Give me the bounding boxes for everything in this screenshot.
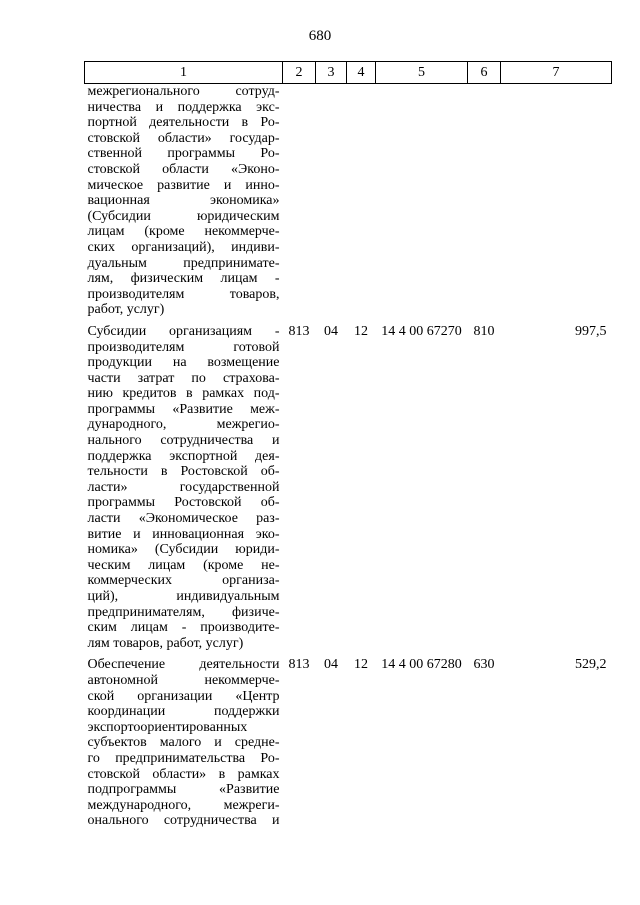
description-line: межрегионального сотруд- [87, 84, 280, 99]
description-line: стовской области» в рамках [87, 766, 280, 782]
row-description [85, 324, 283, 657]
description-line: тельности в Ростовской об- [87, 464, 280, 480]
description-line: нию кредитов в рамках под- [87, 386, 280, 402]
description-line: производителям готовой [87, 339, 280, 355]
description-line: ской организации «Центр [87, 688, 280, 704]
description-line: (Субсидии юридическим [87, 208, 280, 224]
header-cell-3: 3 [316, 62, 347, 84]
table-row [85, 657, 612, 835]
description-line: программы «Развитие меж- [87, 401, 280, 417]
description-line: витие и инновационная эко- [87, 526, 280, 542]
row-cell-3: 04 [324, 657, 338, 673]
description-line: лям товаров, работ, услуг) [87, 635, 244, 651]
description-line: вационная экономика» [87, 193, 280, 209]
budget-table [84, 61, 612, 835]
header-cell-7: 7 [501, 62, 612, 84]
description-line: дународного, межрегио- [87, 417, 280, 433]
description-line: го предпринимательства Ро- [87, 750, 280, 766]
description-line: координации поддержки [87, 704, 280, 720]
description-line: международного, межреги- [87, 797, 280, 813]
description-line: онального сотрудничества и [87, 813, 280, 829]
row-cell-6: 630 [473, 657, 495, 673]
row-cell-5: 14 4 00 67270 [381, 323, 462, 339]
row-cell-6: 810 [473, 323, 495, 339]
description-line: ческим лицам (кроме не- [87, 557, 280, 573]
row-cell-2: 813 [288, 657, 310, 673]
description-line: стовской области» государ- [87, 130, 280, 146]
row-cell-7: 997,5 [575, 323, 607, 339]
row-cell-6 [468, 84, 501, 324]
header-cell-1: 1 [85, 62, 283, 84]
description-line: ций), индивидуальным [87, 589, 280, 604]
row-cell-3: 04 [324, 323, 338, 339]
table-row [85, 324, 612, 657]
description-line: портной деятельности в Ро- [87, 115, 280, 131]
description-line: ничества и поддержка экс- [87, 99, 280, 115]
header-row [85, 62, 612, 84]
description-line: автономной некоммерче- [87, 672, 280, 688]
description-line: субъектов малого и средне- [87, 735, 280, 751]
row-cell-7 [501, 84, 612, 324]
description-line: работ, услуг) [87, 302, 165, 318]
description-line: коммерческих организа- [87, 573, 280, 589]
header-cell-5: 5 [376, 62, 468, 84]
row-cell-3 [316, 84, 347, 324]
description-line: мическое развитие и инно- [87, 177, 280, 193]
description-line: поддержка экспортной дея- [87, 448, 280, 464]
description-line: предпринимателям, физиче- [87, 604, 280, 620]
row-cell-2 [283, 84, 316, 324]
table-row [85, 84, 612, 324]
description-line: Обеспечение деятельности [87, 657, 280, 673]
description-line: ственной программы Ро- [87, 146, 280, 162]
header-cell-2: 2 [283, 62, 316, 84]
header-cell-4: 4 [347, 62, 376, 84]
description-line: ских организаций), индиви- [87, 239, 280, 255]
description-line: Субсидии организациям - [87, 323, 280, 339]
description-line: нального сотрудничества и [87, 433, 280, 449]
description-line: подпрограммы «Развитие [87, 782, 280, 798]
header-cell-6: 6 [468, 62, 501, 84]
description-line: экспортоориентированных [87, 719, 248, 735]
description-line: ласти» государственной [87, 479, 280, 495]
row-cell-5 [376, 84, 468, 324]
row-cell-4 [347, 84, 376, 324]
description-line: стовской области «Эконо- [87, 161, 280, 177]
description-line: части затрат по страхова- [87, 370, 280, 386]
row-cell-4: 12 [354, 657, 368, 673]
row-cell-2: 813 [288, 323, 310, 339]
description-line: номика» (Субсидии юриди- [87, 542, 280, 558]
description-line: программы Ростовской об- [87, 495, 280, 511]
description-line: лям, физическим лицам - [87, 271, 280, 287]
description-line: ским лицам - производите- [87, 620, 280, 636]
row-cell-4: 12 [354, 323, 368, 339]
page-number: 680 [308, 28, 332, 44]
description-line: производителям товаров, [87, 286, 280, 302]
row-description [85, 84, 283, 324]
row-cell-5: 14 4 00 67280 [381, 657, 462, 673]
description-line: лицам (кроме некоммерче- [87, 224, 280, 240]
description-line: продукции на возмещение [87, 355, 280, 371]
row-description [85, 657, 283, 835]
description-line: дуальным предпринимате- [87, 255, 280, 271]
row-cell-7: 529,2 [575, 657, 607, 673]
description-line: ласти «Экономическое раз- [87, 511, 280, 527]
